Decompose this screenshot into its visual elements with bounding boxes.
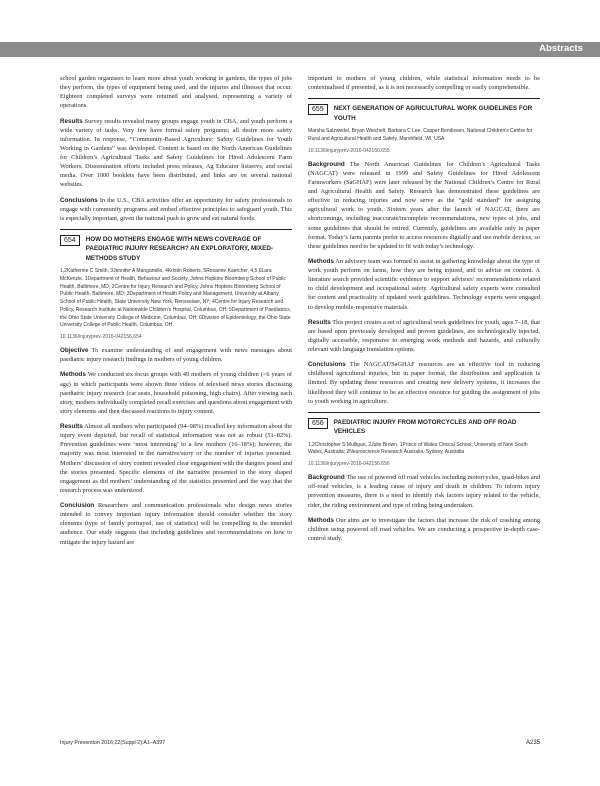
abstract-number: 654 — [60, 235, 80, 246]
conclusion-paragraph: Conclusion Researchers and communication professionals who design news stories intended to convey important injury information should consider whether the story elements (type of family portrayed, use of statistics) will be compelling to the intended audience. Our study suggests that including guidelines and recommendations on how to mitigate the injury hazard are — [60, 502, 292, 546]
left-column — [60, 74, 292, 553]
section-title: Abstracts — [539, 43, 583, 54]
journal-citation: Injury Prevention 2016;22(Suppl 2):A1–A397 — [60, 740, 166, 746]
abstract-number: 656 — [308, 418, 328, 429]
author-list: Marsha Salzwedel, Bryan Weichelt, Barbara C Lee, Casper Bendixsen. National Children’s Centre for Rural and Agricultural Health and Safety, Marshfield, WI, USA — [308, 128, 533, 142]
conclusion-paragraph: Conclusions In the U.S., CBA activities offer an opportunity for safety professionals to engage with community programs and embed effective principles to safeguard youth. This is especially important, given the national push to grow and eat natural foods. — [60, 196, 293, 222]
author-list: 1,2Katherine C Smith, 3Jennifer A Manganello, 4Kristin Roberts, 5Roxanne Kaercher, 4,5,6Lara McKenzie. 1Department of Health, Behaviour and Society, Johns Hopkins Bloomberg School of Public Health, Baltimore, MD; 2Centre for Injury Research and Policy, Johns Hopkins Bloomberg School of Public Health, Baltimore, MD; 3Department of Health Policy and Management, University at Albany School of Public Health, State University New York, Rensselaer, NY; 4Centre for Injury Research and Policy, Research Institute at Nationwide Children’s Hospital, Columbus, OH; 5Department of Paediatrics, the Ohio State University College of Medicine, Columbus, OH; 6Division of Epidemiology, the Ohio State University College of Public Health, Columbus, OH — [60, 268, 292, 329]
results-paragraph: Results This project creates a set of agricultural work guidelines for youth, ages 7–18, that are based upon previously developed and proven guidelines, are technologically injected, digitally accessible, responsive to emerging work methods and hazards, and culturally relevant with language translation options. — [308, 318, 540, 353]
page-footer — [60, 740, 540, 750]
abstract-656-header — [308, 412, 540, 437]
section-header-bar — [0, 42, 600, 57]
abstract-title: PAEDIATRIC INJURY FROM MOTORCYCLES AND OFF ROAD VEHICLES — [333, 418, 517, 436]
results-paragraph: Results Almost all mothers who participated (94–98%) recalled key information about the injury event depicted, but recall of statistical information was not as robust (51–82%). Prevention guidelines were ‘most interesting’ to a few mothers (16–18%); however, the majority was most interested in the narrative/story or the number of injuries presented. Mothers’ discussion of story content revealed clear engagement with the dangers posed and the stories presented. Specific elements of the narrative presented in the story shaped engagement as did mothers’ understanding of the statistics presented and the way that the research process was understood. — [60, 423, 292, 494]
doi: 10.1136/injuryprev-2016-042156.655 — [308, 147, 390, 154]
continued-text: important to mothers of young children, while statistical information needs to be contextualised if presented, as it is not necessarily compelling or easily comprehensible. — [308, 75, 540, 92]
background-paragraph: Background The use of powered off road vehicles including motorcycles, quad-bikes and off-road vehicles, is a leading cause of injury and death in children. To inform injury prevention measures, there is a need to identify risk factors injury related to the vehicle, rider, the riding environment and type of riding being undertaken. — [308, 474, 540, 509]
abstract-655-header — [308, 98, 540, 123]
continued-text: school garden organisers to learn more about youth working in gardens, the types of jobs they perform, the types of equipment being used, and the injuries and illnesses that occur. Eighteen completed surveys were returned and analysed, representing a variety of operations. — [60, 75, 292, 110]
methods-paragraph: Methods Our aims are to investigate the factors that increase the risk of crashing among children using powered off road vehicles. We are conducting a prospective in-depth case-control study. — [308, 516, 540, 542]
abstract-title: HOW DO MOTHERS ENGAGE WITH NEWS COVERAGE OF PAEDIATRIC INJURY RESEARCH? AN EXPLORATORY, MIXED-METHODS STUDY — [85, 235, 273, 262]
doi: 10.1136/injuryprev-2016-042156.654 — [60, 334, 142, 341]
right-column — [308, 74, 540, 549]
page-number: A235 — [525, 740, 540, 746]
author-list: 1,2Christopher S Mulligan, 2Julie Brown. 1Prince of Wales Clinical School, University of New South Wales, Australia; 2Neuroscience Research Australia, Sydney, Australia — [308, 441, 528, 456]
background-paragraph: Background The North American Guidelines for Children’s Agricultural Tasks (NAGCAT) were released in 1999 and Safety Guidelines for Hired Adolescent Farmworkers (SaGHAF) were later released by the National Children’s Centre for Rural and Agricultural Health and Safety. Research has demonstrated these guidelines are effective in reducing injuries and now serve as the “gold standard” for assigning agricultural work to youth. Sixteen years after the launch of NAGCAT, there are shortcomings, including inaccurate/incomplete recommendations, new types of jobs, and some guidelines that should be retired. Currently, guidelines are available only in paper format. Today’s farm parents prefer to access resources digitally and use mobile devices, so these guidelines need to be updated to fit with today’s technology. — [308, 160, 540, 250]
conclusion-paragraph: Conclusions The NAGCAT/SaGHAF resources are an effective tool in reducing childhood agricultural injuries, but in paper format, the distribution and application is limited. By updating these resources and creating new delivery systems, it increases the likelihood they will continue to be an effective resource for guiding the assignment of jobs to youth working in agriculture. — [308, 361, 540, 405]
methods-paragraph: Methods We conducted six focus groups with 49 mothers of young children (<6 years of age) in which participants were shown three videos of televised news stories discussing paediatric injury research (car seats, household poisoning, high chairs). After viewing each story, mothers individually completed recall exercises and questions about engagement with story elements and then discussed reactions to injury content. — [60, 371, 292, 415]
abstract-title: NEXT GENERATION OF AGRICULTURAL WORK GUIDELINES FOR YOUTH — [333, 105, 533, 122]
abstract-number: 655 — [308, 104, 328, 115]
doi: 10.1136/injuryprev-2016-042156.656 — [308, 461, 390, 468]
results-paragraph: Results Survey results revealed many groups engage youth in CBA, and youth perform a wide variety of tasks. Very few have formal safety programs; all desire more safety information. In response, “Community-Based Agriculture: Safety Guidelines for Youth Working in Gardens” was developed. Content is based on the North American Guidelines for Children’s Agricultural Tasks and Safety Guidelines for Hired Adolescent Farm Workers. Dissemination efforts included press releases, Ag Educator listservs, and social media. Over 1000 booklets have been distributed, and links are on several national websites. — [60, 117, 293, 189]
abstract-654-header — [60, 229, 292, 263]
objective-paragraph: Objective To examine understanding of and engagement with news messages about paediatric injury research findings in mothers of young children. — [60, 347, 292, 364]
methods-paragraph: Methods An advisory team was formed to assist in gathering knowledge about the type of work youth perform on farms, how they are being injured, and to advise on content. A literature search provided scientific evidence to support advisors’ recommendations related to child development and occupational safety. Agricultural safety experts were consulted for content and practicality of updated work guidelines. Technology experts were engaged to develop mobile-responsive materials. — [308, 257, 540, 311]
